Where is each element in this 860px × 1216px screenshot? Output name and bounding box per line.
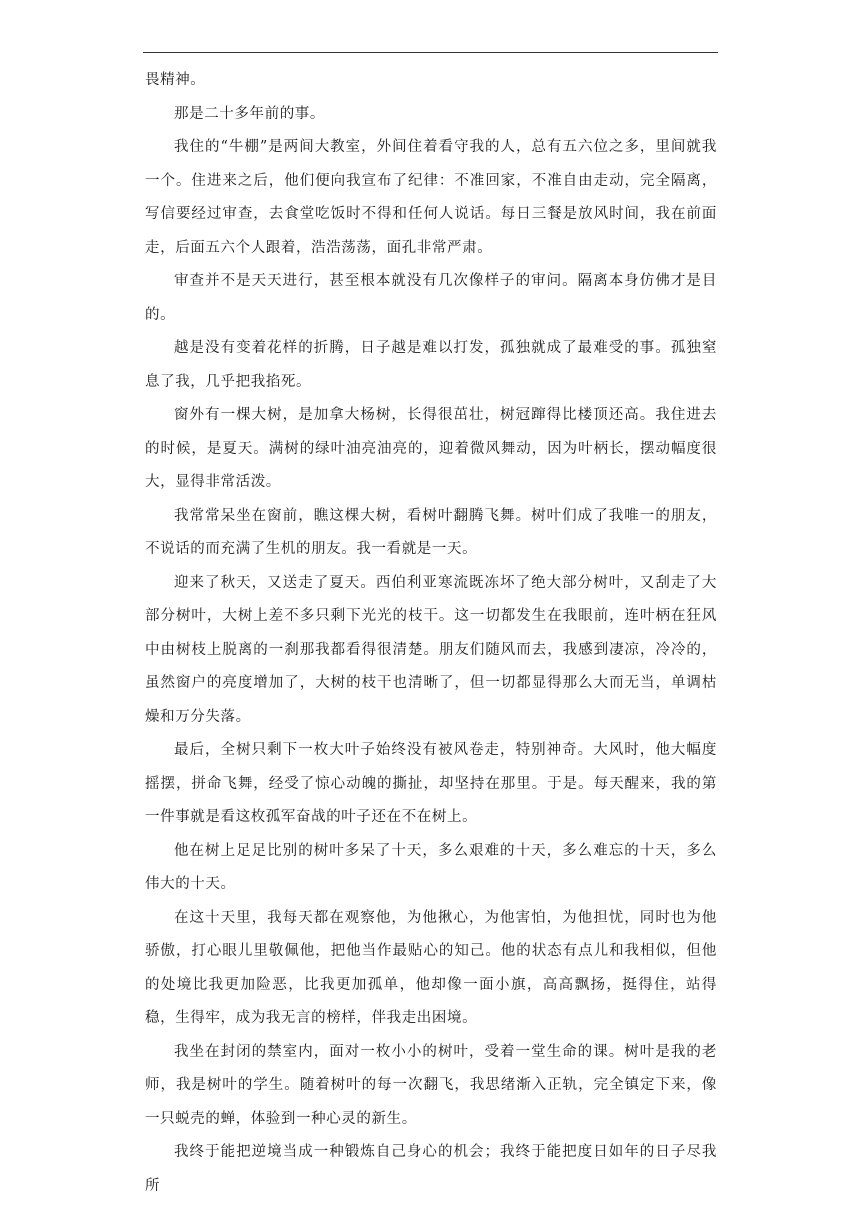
paragraph: 我终于能把逆境当成一种锻炼自己身心的机会；我终于能把度日如年的日子尽我所 bbox=[145, 1144, 717, 1194]
paragraph: 最后，全树只剩下一枚大叶子始终没有被风卷走，特别神奇。大风时，他大幅度摇摆，拼命飞舞，经受了惊心动魄的撕扯，却坚持在那里。于是。每天醒来，我的第一件事就是看这枚孤军奋战的叶子还在不在树上。 bbox=[145, 742, 717, 825]
paragraph: 他在树上足足比别的树叶多呆了十天，多么艰难的十天，多么难忘的十天，多么伟大的十天。 bbox=[145, 842, 717, 892]
paragraph: 畏精神。 bbox=[145, 72, 206, 88]
paragraph: 越是没有变着花样的折腾，日子越是难以打发，孤独就成了最难受的事。孤独窒息了我，几乎把我掐死。 bbox=[145, 340, 717, 390]
paragraph: 审查并不是天天进行，甚至根本就没有几次像样子的审问。隔离本身仿佛才是目的。 bbox=[145, 273, 717, 323]
paragraph: 那是二十多年前的事。 bbox=[174, 105, 325, 122]
paragraph: 迎来了秋天，又送走了夏天。西伯利亚寒流既冻坏了绝大部分树叶，又刮走了大部分树叶，大树上差不多只剩下光光的枝干。这一切都发生在我眼前，连叶柄在狂风中由树枝上脱离的一刹那我都看得很清楚。朋友们随风而去，我感到凄凉，冷冷的，虽然窗户的亮度增加了，大树的枝干也清晰了，但一切都显得那么大而无当，单调枯燥和万分失落。 bbox=[145, 574, 717, 725]
paragraph: 在这十天里，我每天都在观察他，为他揪心，为他害怕，为他担忧，同时也为他骄傲，打心眼儿里敬佩他，把他当作最贴心的知己。他的状态有点儿和我相似，但他的处境比我更加险恶，比我更加孤单，他却像一面小旗，高高飘扬，挺得住，站得稳，生得牢，成为我无言的榜样，伴我走出困境。 bbox=[145, 909, 717, 1026]
paragraph: 我坐在封闭的禁室内，面对一枚小小的树叶，受着一堂生命的课。树叶是我的老师，我是树叶的学生。随着树叶的每一次翻飞，我思绪渐入正轨，完全镇定下来，像一只蜕壳的蝉，体验到一种心灵的新生。 bbox=[145, 1043, 717, 1127]
paragraph: 窗外有一棵大树，是加拿大杨树，长得很茁壮，树冠蹿得比楼顶还高。我住进去的时候，是夏天。满树的绿叶油亮油亮的，迎着微风舞动，因为叶柄长，摆动幅度很大，显得非常活泼。 bbox=[145, 407, 717, 490]
paragraph: 我常常呆坐在窗前，瞧这棵大树，看树叶翻腾飞舞。树叶们成了我唯一的朋友，不说话的而充满了生机的朋友。我一看就是一天。 bbox=[145, 507, 717, 557]
paragraph: 我住的“牛棚”是两间大教室，外间住着看守我的人，总有五六位之多，里间就我一个。住进来之后，他们便向我宣布了纪律：不准回家，不准自由走动，完全隔离，写信要经过审查，去食堂吃饭时不得和任何人说话。每日三餐是放风时间，我在前面走，后面五六个人跟着，浩浩荡荡，面孔非常严肃。 bbox=[145, 139, 717, 256]
document-body bbox=[145, 64, 717, 1203]
header-rule bbox=[143, 52, 718, 53]
